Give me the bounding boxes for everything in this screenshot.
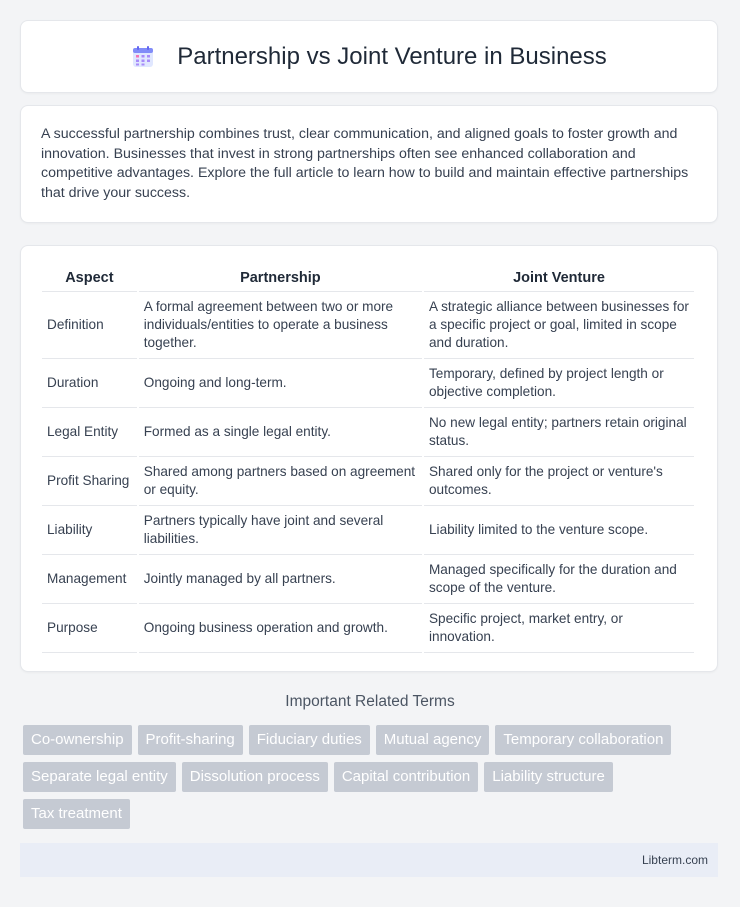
comparison-table bbox=[40, 264, 696, 653]
tag-dissolution-process[interactable]: Dissolution process bbox=[182, 762, 328, 792]
tag-co-ownership[interactable]: Co-ownership bbox=[23, 725, 132, 755]
related-terms-tags bbox=[23, 725, 723, 829]
tag-capital-contribution[interactable]: Capital contribution bbox=[334, 762, 478, 792]
footer-site-link[interactable]: Libterm.com bbox=[641, 853, 708, 867]
partnership-cell: Ongoing business operation and growth. bbox=[139, 604, 422, 653]
partnership-cell: A formal agreement between two or more individuals/entities to operate a business together. bbox=[139, 292, 422, 359]
table-header-row bbox=[42, 264, 694, 292]
related-terms-title: Important Related Terms bbox=[285, 693, 455, 710]
comparison-table-card bbox=[20, 245, 718, 672]
tag-temporary-collaboration[interactable]: Temporary collaboration bbox=[495, 725, 671, 755]
aspect-cell: Purpose bbox=[42, 604, 137, 653]
header-partnership: Partnership bbox=[139, 264, 422, 292]
tag-profit-sharing[interactable]: Profit-sharing bbox=[138, 725, 243, 755]
table-row bbox=[42, 292, 694, 359]
aspect-cell: Liability bbox=[42, 506, 137, 555]
page-title: Partnership vs Joint Venture in Business bbox=[177, 42, 607, 70]
joint-venture-cell: Liability limited to the venture scope. bbox=[424, 506, 694, 555]
calendar-icon bbox=[131, 45, 155, 69]
aspect-cell: Duration bbox=[42, 359, 137, 408]
joint-venture-cell: Temporary, defined by project length or objective completion. bbox=[424, 359, 694, 408]
aspect-cell: Definition bbox=[42, 292, 137, 359]
aspect-cell: Profit Sharing bbox=[42, 457, 137, 506]
aspect-cell: Legal Entity bbox=[42, 408, 137, 457]
joint-venture-cell: A strategic alliance between businesses for a specific project or goal, limited in scope and duration. bbox=[424, 292, 694, 359]
tag-tax-treatment[interactable]: Tax treatment bbox=[23, 799, 130, 829]
partnership-cell: Formed as a single legal entity. bbox=[139, 408, 422, 457]
partnership-cell: Ongoing and long-term. bbox=[139, 359, 422, 408]
table-row bbox=[42, 457, 694, 506]
table-row bbox=[42, 408, 694, 457]
table-row bbox=[42, 359, 694, 408]
joint-venture-cell: Specific project, market entry, or innovation. bbox=[424, 604, 694, 653]
tag-fiduciary-duties[interactable]: Fiduciary duties bbox=[249, 725, 370, 755]
aspect-cell: Management bbox=[42, 555, 137, 604]
table-row bbox=[42, 506, 694, 555]
title-card bbox=[20, 20, 718, 93]
joint-venture-cell: No new legal entity; partners retain original status. bbox=[424, 408, 694, 457]
joint-venture-cell: Shared only for the project or venture's outcomes. bbox=[424, 457, 694, 506]
tag-mutual-agency[interactable]: Mutual agency bbox=[376, 725, 490, 755]
partnership-cell: Partners typically have joint and several liabilities. bbox=[139, 506, 422, 555]
partnership-cell: Jointly managed by all partners. bbox=[139, 555, 422, 604]
partnership-cell: Shared among partners based on agreement or equity. bbox=[139, 457, 422, 506]
tag-liability-structure[interactable]: Liability structure bbox=[484, 762, 613, 792]
intro-text: A successful partnership combines trust, clear communication, and aligned goals to foster growth and innovation. Businesses that invest in strong partnerships often see enhanced collaboration and competitive advantages. Explore the full article to learn how to build and maintain effective partnerships that drive your success. bbox=[41, 126, 689, 201]
tag-separate-legal-entity[interactable]: Separate legal entity bbox=[23, 762, 176, 792]
intro-card bbox=[20, 105, 718, 223]
header-joint-venture: Joint Venture bbox=[424, 264, 694, 292]
header-aspect: Aspect bbox=[42, 264, 137, 292]
table-row bbox=[42, 555, 694, 604]
table-row bbox=[42, 604, 694, 653]
joint-venture-cell: Managed specifically for the duration and scope of the venture. bbox=[424, 555, 694, 604]
footer bbox=[20, 843, 718, 877]
